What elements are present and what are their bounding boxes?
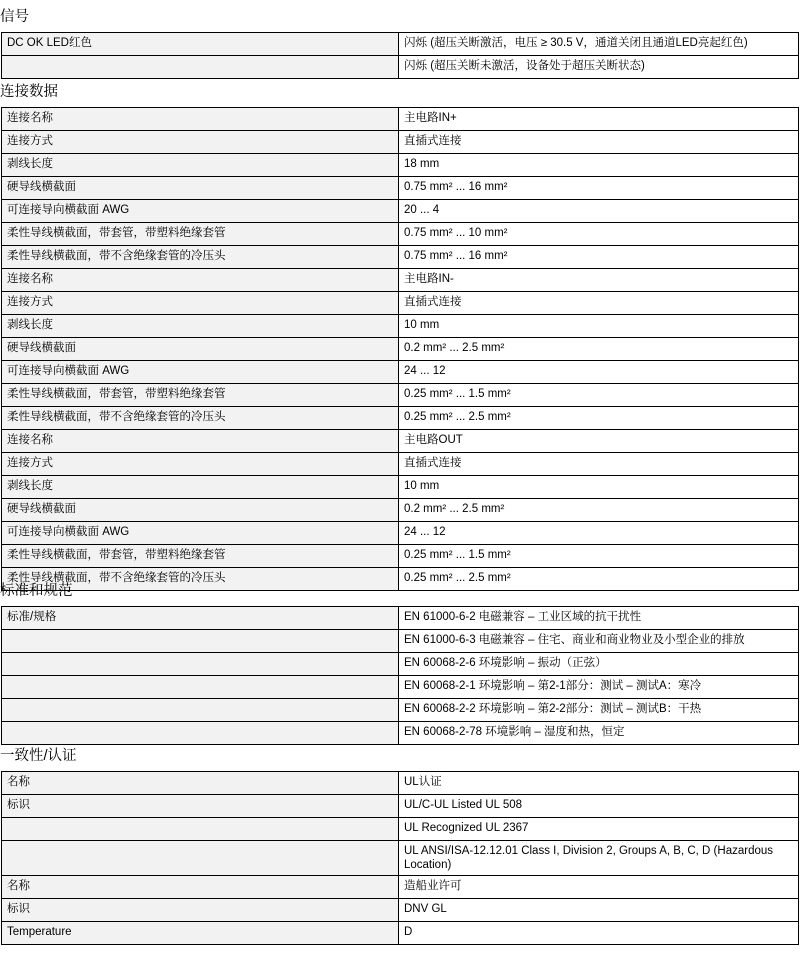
spec-value: 闪烁 (超压关断未激活，设备处于超压关断状态) <box>399 56 799 79</box>
table-row <box>2 108 799 131</box>
spec-label: 连接方式 <box>2 453 399 476</box>
spec-label: 连接名称 <box>2 269 399 292</box>
table-row <box>2 676 799 699</box>
table-row <box>2 545 799 568</box>
spec-value: UL ANSI/ISA-12.12.01 Class I, Division 2, Groups A, B, C, D (Hazardous Location) <box>399 841 799 876</box>
section-title-connection: 连接数据 <box>0 84 58 100</box>
section-title-signal: 信号 <box>0 9 29 25</box>
spec-value: EN 60068-2-1 环境影响 – 第2-1部分：测试 – 测试A：寒冷 <box>399 676 799 699</box>
spec-label: 连接名称 <box>2 430 399 453</box>
spec-value: EN 61000-6-3 电磁兼容 – 住宅、商业和商业物业及小型企业的排放 <box>399 630 799 653</box>
connection-table <box>1 107 799 591</box>
table-row <box>2 899 799 922</box>
spec-label: Temperature <box>2 922 399 945</box>
spec-label: 剥线长度 <box>2 154 399 177</box>
spec-value: 0.75 mm² ... 16 mm² <box>399 177 799 200</box>
spec-label: 硬导线横截面 <box>2 499 399 522</box>
spec-label: 柔性导线横截面，带套管，带塑料绝缘套管 <box>2 384 399 407</box>
spec-label <box>2 630 399 653</box>
spec-value: 主电路IN+ <box>399 108 799 131</box>
spec-label <box>2 653 399 676</box>
spec-value: 0.25 mm² ... 2.5 mm² <box>399 407 799 430</box>
table-row <box>2 772 799 795</box>
spec-label <box>2 722 399 745</box>
table-row <box>2 384 799 407</box>
spec-label: 柔性导线横截面，带套管，带塑料绝缘套管 <box>2 223 399 246</box>
spec-value: 闪烁 (超压关断激活，电压 ≥ 30.5 V，通道关闭且通道LED亮起红色) <box>399 33 799 56</box>
spec-value: EN 60068-2-6 环境影响 – 振动（正弦） <box>399 653 799 676</box>
table-row <box>2 476 799 499</box>
spec-value: UL/C-UL Listed UL 508 <box>399 795 799 818</box>
table-row <box>2 630 799 653</box>
spec-label <box>2 676 399 699</box>
spec-value: EN 60068-2-78 环境影响 – 湿度和热，恒定 <box>399 722 799 745</box>
spec-value: UL认证 <box>399 772 799 795</box>
spec-label: 标识 <box>2 795 399 818</box>
spec-label: 柔性导线横截面，带不含绝缘套管的冷压头 <box>2 407 399 430</box>
spec-value: 0.2 mm² ... 2.5 mm² <box>399 338 799 361</box>
table-row <box>2 407 799 430</box>
table-row <box>2 818 799 841</box>
table-row <box>2 292 799 315</box>
certification-table <box>1 771 799 945</box>
spec-label: 硬导线横截面 <box>2 338 399 361</box>
table-row <box>2 453 799 476</box>
spec-label: 名称 <box>2 772 399 795</box>
spec-label: DC OK LED红色 <box>2 33 399 56</box>
table-row <box>2 56 799 79</box>
table-row <box>2 653 799 676</box>
table-row <box>2 223 799 246</box>
spec-label: 标识 <box>2 899 399 922</box>
table-row <box>2 922 799 945</box>
section-title-certification: 一致性/认证 <box>0 748 77 764</box>
spec-label: 可连接导向横截面 AWG <box>2 200 399 223</box>
spec-label: 连接方式 <box>2 131 399 154</box>
spec-label: 硬导线横截面 <box>2 177 399 200</box>
table-row <box>2 568 799 591</box>
table-row <box>2 315 799 338</box>
spec-value: 0.25 mm² ... 1.5 mm² <box>399 384 799 407</box>
spec-label <box>2 699 399 722</box>
spec-label: 柔性导线横截面，带套管，带塑料绝缘套管 <box>2 545 399 568</box>
spec-label: 名称 <box>2 876 399 899</box>
spec-value: 主电路IN- <box>399 269 799 292</box>
spec-value: EN 61000-6-2 电磁兼容 – 工业区域的抗干扰性 <box>399 607 799 630</box>
spec-label: 可连接导向横截面 AWG <box>2 522 399 545</box>
spec-label: 剥线长度 <box>2 476 399 499</box>
table-row <box>2 522 799 545</box>
spec-value: EN 60068-2-2 环境影响 – 第2-2部分：测试 – 测试B：干热 <box>399 699 799 722</box>
table-row <box>2 33 799 56</box>
spec-value: 10 mm <box>399 315 799 338</box>
spec-value: 0.25 mm² ... 2.5 mm² <box>399 568 799 591</box>
spec-label: 柔性导线横截面，带不含绝缘套管的冷压头 <box>2 568 399 591</box>
table-row <box>2 430 799 453</box>
table-row <box>2 269 799 292</box>
table-row <box>2 177 799 200</box>
spec-label: 连接名称 <box>2 108 399 131</box>
spec-label <box>2 841 399 876</box>
spec-value: 20 ... 4 <box>399 200 799 223</box>
spec-value: 直插式连接 <box>399 292 799 315</box>
spec-value: 直插式连接 <box>399 131 799 154</box>
table-row <box>2 361 799 384</box>
spec-value: 造船业许可 <box>399 876 799 899</box>
section-title-standards: 标准和规范 <box>0 583 73 599</box>
table-row <box>2 246 799 269</box>
spec-label: 剥线长度 <box>2 315 399 338</box>
spec-value: 主电路OUT <box>399 430 799 453</box>
spec-value: 直插式连接 <box>399 453 799 476</box>
spec-label <box>2 56 399 79</box>
spec-value: UL Recognized UL 2367 <box>399 818 799 841</box>
table-row <box>2 722 799 745</box>
spec-value: 24 ... 12 <box>399 522 799 545</box>
table-row <box>2 499 799 522</box>
spec-label: 连接方式 <box>2 292 399 315</box>
table-row <box>2 876 799 899</box>
standards-table <box>1 606 799 745</box>
table-row <box>2 154 799 177</box>
spec-value: D <box>399 922 799 945</box>
spec-value: 24 ... 12 <box>399 361 799 384</box>
table-row <box>2 200 799 223</box>
signal-table <box>1 32 799 79</box>
spec-label <box>2 818 399 841</box>
spec-label: 柔性导线横截面，带不含绝缘套管的冷压头 <box>2 246 399 269</box>
spec-value: 0.75 mm² ... 10 mm² <box>399 223 799 246</box>
table-row <box>2 131 799 154</box>
spec-value: 0.25 mm² ... 1.5 mm² <box>399 545 799 568</box>
spec-value: DNV GL <box>399 899 799 922</box>
spec-value: 18 mm <box>399 154 799 177</box>
table-row <box>2 607 799 630</box>
spec-value: 0.75 mm² ... 16 mm² <box>399 246 799 269</box>
spec-value: 0.2 mm² ... 2.5 mm² <box>399 499 799 522</box>
spec-label: 可连接导向横截面 AWG <box>2 361 399 384</box>
spec-value: 10 mm <box>399 476 799 499</box>
table-row <box>2 795 799 818</box>
table-row <box>2 699 799 722</box>
spec-label: 标准/规格 <box>2 607 399 630</box>
table-row <box>2 841 799 876</box>
table-row <box>2 338 799 361</box>
